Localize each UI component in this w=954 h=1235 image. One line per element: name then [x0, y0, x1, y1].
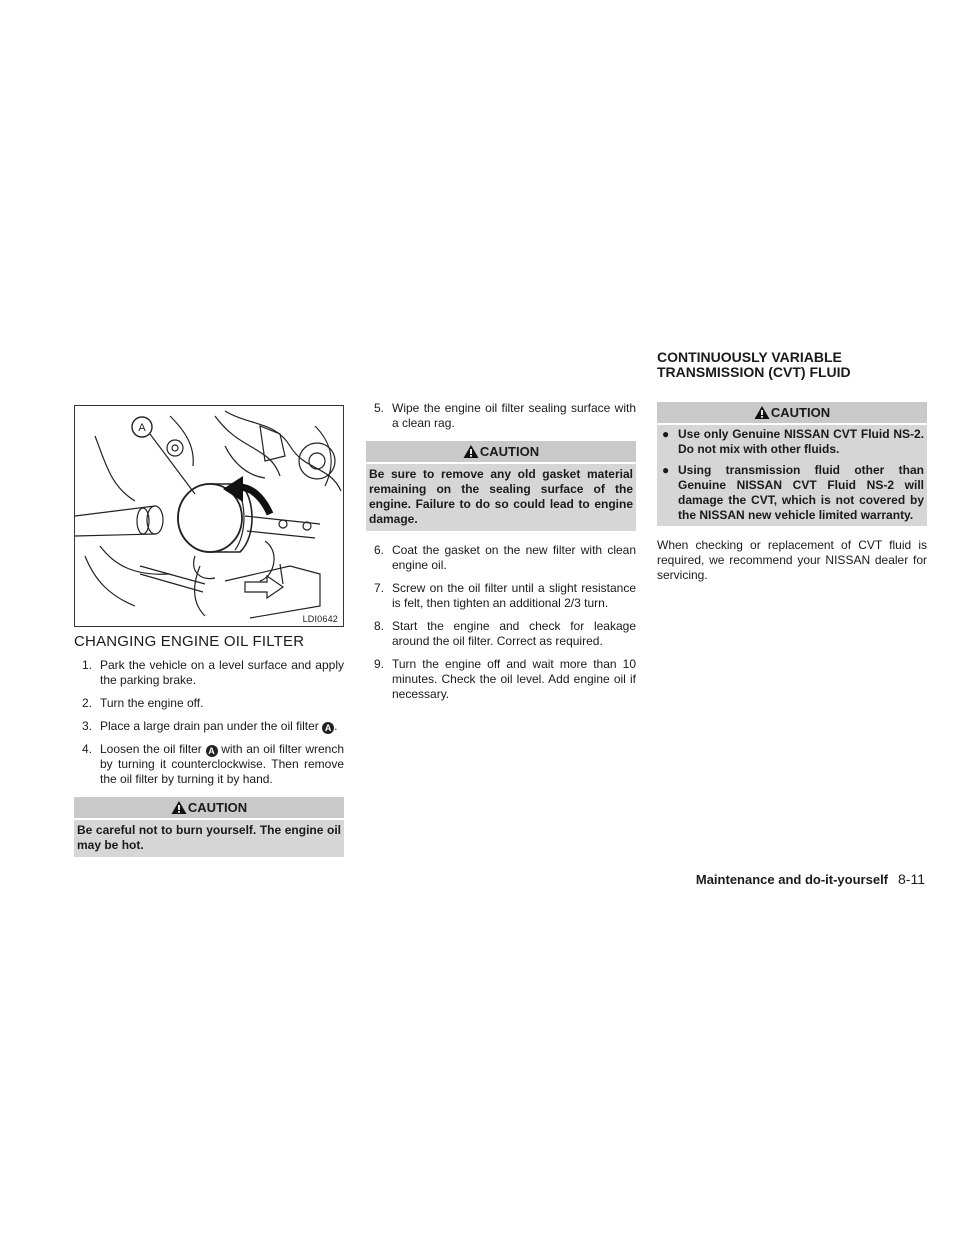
- callout-letter: A: [138, 422, 146, 434]
- caution-text: Be careful not to burn yourself. The engine oil may be hot.: [77, 823, 341, 852]
- bullet-icon: ●: [662, 427, 670, 441]
- list-item: 6. Coat the gasket on the new filter with clean engine oil.: [374, 543, 636, 572]
- steps-list-2: [366, 401, 636, 431]
- caution-list: [657, 425, 927, 526]
- caution-box-cvt: [657, 402, 927, 526]
- bullet-icon: ●: [662, 463, 670, 477]
- caution-box-gasket: [366, 441, 636, 531]
- steps-list-1: [74, 658, 344, 787]
- list-item: 7. Screw on the oil filter until a slight resistance is felt, then tighten an additional 2/3 turn.: [374, 581, 636, 610]
- callout-a-icon: A: [322, 722, 334, 734]
- right-column: [657, 350, 927, 583]
- caution-header: CAUTION: [366, 441, 636, 464]
- engine-oil-filter-drawing: [75, 406, 343, 626]
- list-item: ● Use only Genuine NISSAN CVT Fluid NS-2. Do not mix with other fluids.: [662, 427, 924, 456]
- steps-list-3: [366, 543, 636, 702]
- footer-section: Maintenance and do-it-yourself: [695, 872, 889, 887]
- page-footer: [696, 871, 925, 887]
- list-item: 2. Turn the engine off.: [82, 696, 204, 710]
- middle-column: [366, 401, 636, 710]
- cvt-paragraph: When checking or replacement of CVT fluid is required, we recommend your NISSAN dealer for servicing.: [657, 538, 927, 582]
- left-column: [74, 405, 344, 869]
- figure-code: LDI0642: [302, 614, 338, 624]
- warning-icon: [754, 405, 770, 420]
- caution-header: CAUTION: [74, 797, 344, 820]
- list-item: ● Using transmission fluid other than Genuine NISSAN CVT Fluid NS-2 will damage the CVT, which is not covered by the NISSAN new vehicle limited warranty.: [662, 463, 924, 522]
- list-item: 3. Place a large drain pan under the oil filter A .: [82, 719, 338, 733]
- callout-a-icon: A: [206, 745, 218, 757]
- oil-filter-illustration: [74, 405, 344, 627]
- page-number: 8-11: [898, 871, 925, 887]
- caution-box-hot-oil: [74, 797, 344, 857]
- caution-header: CAUTION: [657, 402, 927, 425]
- section-title-cvt: CONTINUOUSLY VARIABLE TRANSMISSION (CVT) FLUID: [657, 349, 851, 380]
- section-title-oil-filter: CHANGING ENGINE OIL FILTER: [74, 633, 305, 650]
- warning-icon: [463, 444, 479, 459]
- list-item: 4. Loosen the oil filter A with an oil filter wrench by turning it counterclockwise. Then remove the oil filter by turning it by hand.: [82, 742, 345, 786]
- list-item: 1. Park the vehicle on a level surface and apply the parking brake.: [82, 658, 344, 687]
- warning-icon: [171, 800, 187, 815]
- list-item: 5. Wipe the engine oil filter sealing surface with a clean rag.: [374, 401, 636, 430]
- list-item: 8. Start the engine and check for leakage around the oil filter. Correct as required.: [374, 619, 636, 648]
- list-item: 9. Turn the engine off and wait more than 10 minutes. Check the oil level. Add engine oil if necessary.: [374, 657, 636, 701]
- caution-text: Be sure to remove any old gasket material remaining on the sealing surface of the engine. Failure to do so could lead to engine damage.: [369, 467, 633, 526]
